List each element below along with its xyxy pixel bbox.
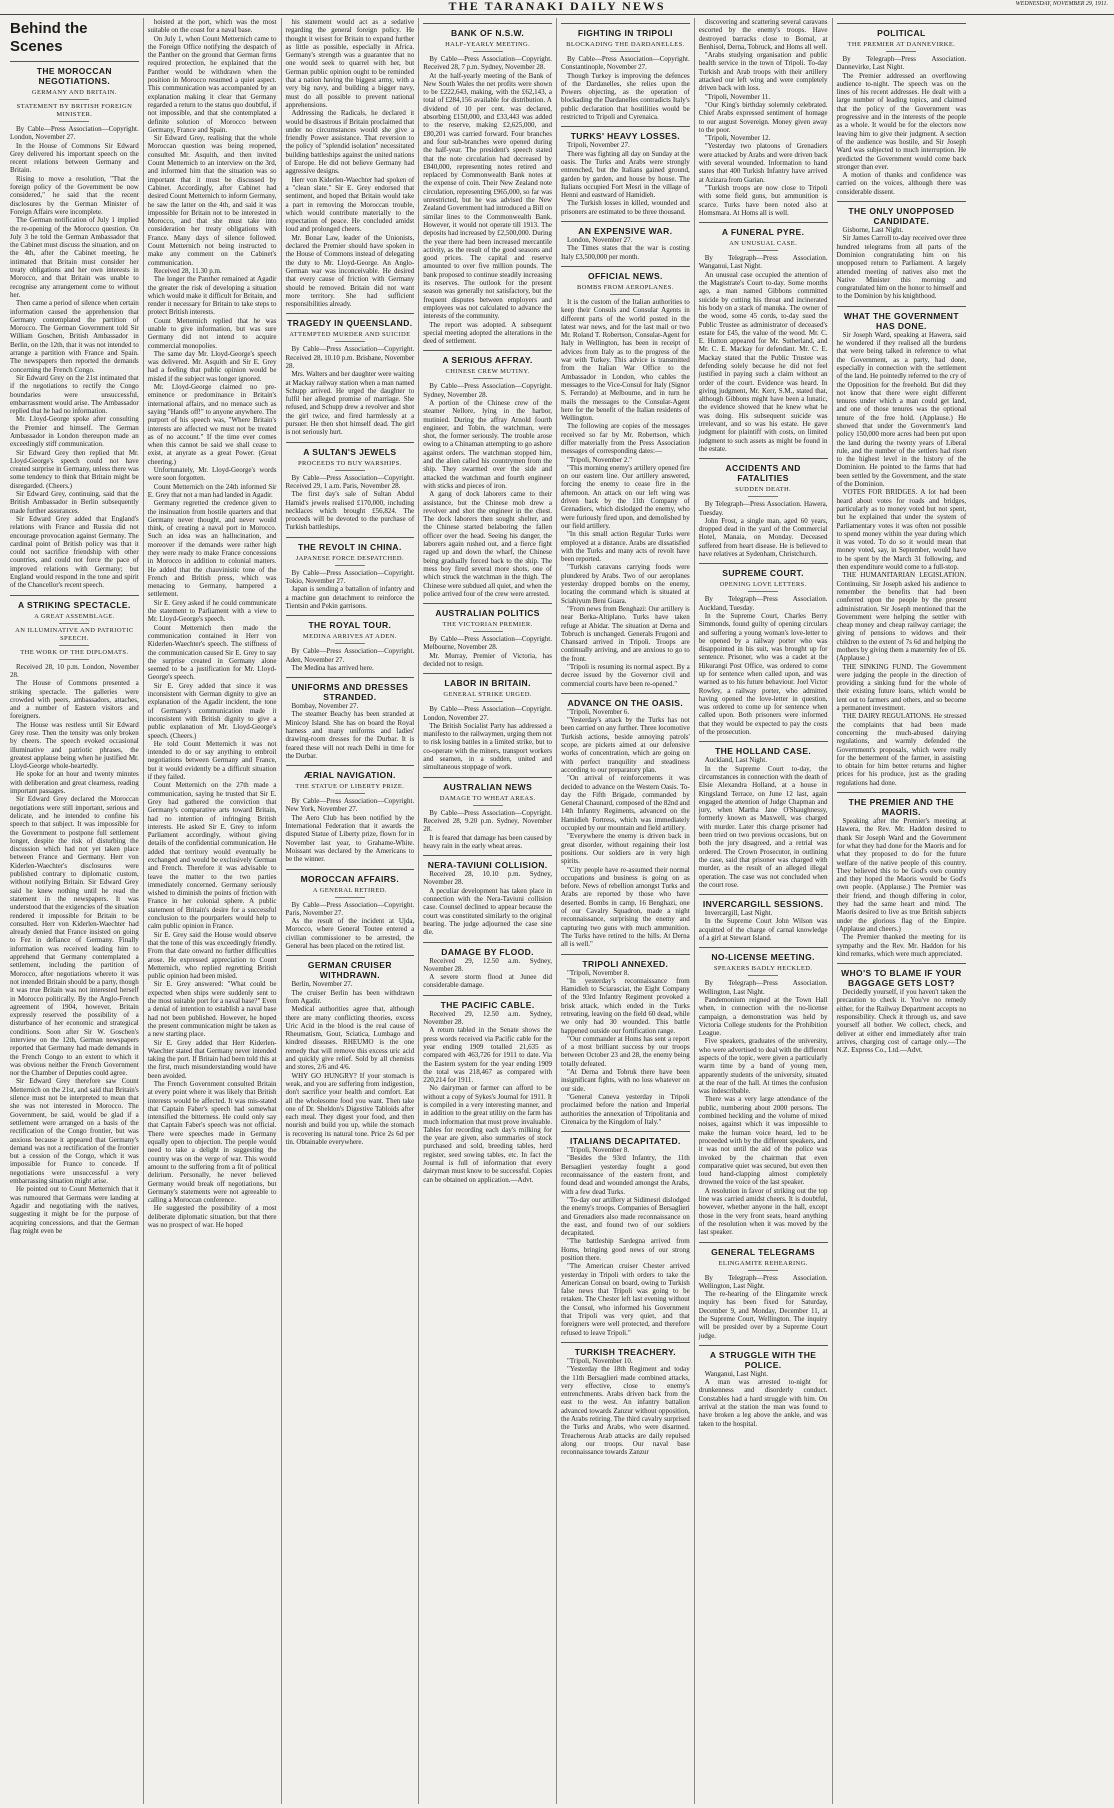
story-paragraph: "In yesterday's reconnaissance from Hamidieh to Sciarasciat, the Eight Company of the 93rd Infantry Regiment provoked a brisk attack, which ended in the Turks retreating, leaving on the field 60 dead, while we only had 30 wounded. This battle happened outside our fortification range.	[561, 976, 690, 1035]
news-story	[561, 221, 690, 261]
story-paragraph: By Telegraph—Press Association. Auckland, Tuesday.	[698, 595, 828, 612]
issue-date: WEDNESDAY, NOVEMBER 29, 1911.	[1015, 1, 1108, 7]
story-headline: NO-LICENSE MEETING.	[699, 947, 828, 962]
story-paragraph: WHY GO HUNGRY? If your stomach is weak, and you are suffering from indigestion, don't sacrifice your health and comfort. Eat all the wholesome food you want. Then take one of Dr. Sheldon's Digestive Tabloids after each meal. They digest your food, and then nourish and build you up, while the stomach is recovering its natural tone. Price 2s 6d per tin. Obtainable everywhere.	[285, 1071, 415, 1146]
story-paragraph: Addressing the Radicals, he declared it would be disastrous if Britain proclaimed that under no circumstances would she give a friendly Power assistance. That reversion to the policy of "splendid isolation" necessitated building battleships against the united nations of Europe. He did not believe Germany had aggressive designs.	[285, 109, 415, 176]
story-paragraph: his statement would act as a sedative regarding the general foreign policy. He thought it wisest for Britain to expand further as little as possible, especially in Africa. Germany's strength was a guarantee that no one would seek to quarrel with her, but German public opinion ought to be reminded that a nation having the biggest army, with a very big navy, and building a bigger navy, must do all possible to prevent national apprehensions.	[285, 18, 415, 109]
story-paragraph: Rising to move a resolution, "That the foreign policy of the Government be now considered," he said that the recent disclosures by the German Minister of Foreign Affairs were incomplete.	[10, 174, 139, 216]
story-paragraph: As the result of the incident at Ujda, Morocco, where General Toutee entered a civilian commissioner to be arrested, the General has been placed on the retired list.	[285, 917, 415, 951]
story-paragraph: "General Caneva yesterday in Tripoli proclaimed before the nation and Imperial authorities the annexation of Tripolitania and Cirenaica by the Kingdom of Italy."	[561, 1092, 690, 1126]
story-paragraph: By Cable—Press Association—Copyright. London, November 27.	[10, 125, 139, 142]
news-story	[286, 765, 415, 863]
story-headline: ÆRIAL NAVIGATION.	[286, 765, 415, 780]
story-paragraph: Five speakers, graduates of the university, who were advertised to deal with the different aspects of the topic, were given a particularly warm time by a band of young men, apparently students of the university, situated at the rear of the hall. At times the confusion was indescribable.	[698, 1037, 828, 1096]
story-paragraph: By Cable—Press Association—Copyright. Received 28, 7 p.m. Sydney, November 28.	[423, 55, 552, 72]
story-paragraph: hoisted at the port, which was the most suitable on the coast for a naval base.	[147, 18, 277, 35]
story-paragraph: "Tripoli, November 2."	[567, 455, 632, 464]
story-paragraph: The Aero Club has been notified by the International Federation that it awards the disputed Statue of Liberty prize, flown for in November last year, to Grahame-White. Moissant was declared by the Americans to be the winner.	[285, 813, 415, 864]
story-subheading: ATTEMPTED MURDER AND SUICIDE	[286, 331, 415, 342]
story-paragraph: "Tripoli, November 8.	[567, 968, 630, 977]
news-story	[10, 595, 139, 1235]
news-column	[557, 18, 695, 1804]
story-paragraph: By Telegraph—Press Association. Wanganui, Last Night.	[698, 254, 828, 271]
story-headline: ADVANCE ON THE OASIS.	[561, 693, 690, 708]
story-headline: AN EXPENSIVE WAR.	[561, 221, 690, 236]
story-subheading: THE STATUE OF LIBERTY PRIZE.	[286, 783, 415, 794]
story-headline: A SULTAN'S JEWELS	[286, 442, 415, 457]
story-paragraph: The Times states that the war is costing Italy £3,500,000 per month.	[561, 244, 690, 261]
story-paragraph: "The American cruiser Chester arrived yesterday in Tripoli with orders to take the American Consul on board, owing to Turkish false news that Tripoli was going to be retaken. The Chester left last evening without the Consul, who informed his Government that Tripoli was very quiet, and that foreigners were well protected, and therefore refused to leave Tripoli."	[561, 1262, 690, 1337]
story-paragraph: "This morning enemy's artillery opened fire on our eastern line. Our artillery answered, forcing the enemy to cease fire in the afternoon. An attack on our left wing was driven back by the 11th Company of Grenadiers, which dislodged the enemy, who were furiously fired upon, and demolished by our field artillery.	[561, 463, 690, 530]
story-subheading: THE VICTORIAN PREMIER.	[423, 621, 552, 632]
story-paragraph: Gisborne, Last Night.	[842, 226, 904, 235]
story-subheading: BOMBS FROM AEROPLANES.	[561, 284, 690, 295]
story-paragraph: Medical authorities agree that, although there are many conflicting theories, excess Uric Acid in the blood is the real cause of Rheumatism, Gout, Sciatica, Lumbago and kindred diseases. RHEUMO is the one remedy that will remove this excess uric acid and quickly give relief. Sold by all chemists and stores, 2/6 and 4/6.	[285, 1005, 415, 1072]
story-paragraph: The House of Commons presented a striking spectacle. The galleries were crowded with peers, ambassadors, attaches, and a number of Eastern visitors and foreigners.	[10, 679, 139, 721]
news-story	[10, 61, 139, 590]
news-story	[286, 18, 415, 308]
news-story	[699, 741, 828, 889]
news-story	[423, 777, 552, 850]
story-paragraph: The House was restless until Sir Edward Grey rose. Then the tensity was only broken by cheers. The speech evoked occasional illuminative and patriotic phrases, the greatest applause being when he justified Mr. Lloyd-George whole-heartedly.	[10, 720, 139, 771]
story-paragraph: By Telegraph—Press Association. Hawera, Tuesday.	[698, 500, 828, 517]
story-headline: MOROCCAN AFFAIRS.	[286, 869, 415, 884]
story-subheading: THE WORK OF THE DIPLOMATS.	[10, 649, 139, 660]
news-story	[423, 995, 552, 1184]
news-story	[423, 855, 552, 936]
story-headline: FIGHTING IN TRIPOLI	[561, 23, 690, 38]
story-headline: THE MOROCCAN NEGOTIATIONS.	[10, 61, 139, 86]
story-paragraph: It is the custom of the Italian authorities to keep their Consuls and Consular Agents in different parts of the world posted in the latest war news, and for the last mail or two Mr. Roland T. Robertson, Consular-Agent for Italy in Wellington, has been in receipt of advices from Italy as to the progress of the war with Turkey. This advice is transmitted from the Italian War Office to the Ambassador in London, who cables the messages to the Vice-Consul for Italy (Signor S. Ferrando) at Melbourne, and in turn he mails the messages to the Consular-Agent here for the benefit of the Italian residents of Wellington.	[561, 297, 690, 423]
story-paragraph: "Tripoli is resuming its normal aspect. By a decree issued by the Governor civil and commercial courts have been re-opened."	[561, 663, 690, 688]
story-paragraph: By Telegraph—Press Association. Dannevirke, Last Night.	[836, 55, 967, 72]
story-paragraph: Decidedly yourself, if you haven't taken the precaution to check it. You've no remedy either, for the Railway Department accepts no responsibility. Check it through us, and save yourself all bother. We collect, check, and deliver at either end immediately after train arrives, charging cost of cartage only.—The N.Z. Express Co., Ltd.—Advt.	[836, 988, 967, 1055]
story-paragraph: There was a very large attendance of the public, numbering about 2000 persons. The combined heckling and the volume of mixed noises, against which it was impossible to make the human voice heard, led to be proceeded with by the different speakers, and it was not until the aid of the police was invoked by the chairman that even comparative quiet was secured, but even then loud hand-clapping almost completely drowned the voice of the last speaker.	[698, 1095, 828, 1187]
story-paragraph: Sir E. Grey added that Herr Kiderlen-Waechter stated that Germany never intended taking the port. If Britain had been told this at the first, much misunderstanding would have been avoided.	[147, 1038, 277, 1080]
story-paragraph: Received 29, 12.50 a.m. Sydney, November 28.	[423, 1009, 552, 1027]
story-paragraph: Sir Edward Grey declared the Moroccan negotiations were still important, serious and delicate, and he intended to confine his speech to that subject. It was impossible for the Government to postpone full settlement longer, despite the risk of disturbing the discussion which had not yet taken place between France and Germany. Herr von Kiderlen-Waechter's disclosures were published contrary to diplomatic custom, without notifying Britain. Sir Edward Grey said he knew nothing until he read the statement in the newspapers. It was understood that the exigencies of the situation rendered it impossible for Britain to be consulted. Herr von Kiderlen-Waechter had already denied that France insisted on going to Fez in defiance of Germany. Finally information was received leading him to apprehend that Germany contemplated a settlement, including the partition of Morocco, after negotiations whereto it was not intended Britain should be a party, though it was true Britain was not interested herself in Morocco politically. By the Anglo-French agreement of 1904, however, Britain expressly reserved the possibility of a disturbance of her economic and strategical conditions. Soon after Sir W. Goschen's interview on the 12th, German newspapers reported that Germany had made demands in the French Congo to an extent to which it was obvious neither the French Government nor the Chamber of Deputies could agree.	[10, 795, 139, 1078]
story-paragraph: Sir Edward Grey, realising that the whole Moroccan question was being reopened, consulted Mr. Asquith, and then invited Count Metternich to an interview on the 3rd, and informed him that the situation was so important that it must be discussed by Cabinet. Accordingly, after Cabinet had desired Count Metternich to inform Germany, he saw the latter on the 4th, and said it was impossible for Britain not to be interested in Morocco, and that she must take into consideration her treaty obligations with France. Many days of silence followed. Count Metternich not being instructed to make any comment on the Cabinet's communication.	[147, 134, 277, 267]
story-paragraph: On July 1, when Count Metternich came to the Foreign Office notifying the despatch of the Panther on the ground that German firms required protection, he explained that the Panther would be withdrawn when the position in Morocco resumed a quiet aspect. This communication was accompanied by an explanation making it clear that Germany regarded a return to the status quo doubtful, if not impossible, and that she contemplated a definite solution of Morocco between Germany, France and Spain.	[147, 34, 277, 134]
story-paragraph: "Yesterday the 18th Regiment and today the 11th Bersaglieri made combined attacks, very effective, close to enemy's entrenchments. Arabs driven back from the east to the west. An infantry battalion advanced towards Zanzur without opposition, the Arabs retiring. The third cavalry surprised the Turks and Arabs, who were disarmed. Treacherous Arab attacks are daily repulsed along our troops. Our naval base reconnaissance towards Zanzur	[561, 1365, 690, 1457]
story-paragraph: By Cable—Press Association—Copyright. Paris, November 27.	[285, 900, 415, 917]
story-paragraph: Sir Edward Grey added that England's relations with France and Russia did not encourage provocation against Germany. The cardinal point of British policy was that it could not sacrifice friendship with other countries, and could not force the pace of improved relations with Germany; but England would respond in the tone and spirit of the Chancellor's recent speech.	[10, 514, 139, 590]
news-story	[699, 1242, 828, 1340]
news-story	[286, 615, 415, 672]
story-paragraph: London, November 27.	[567, 236, 633, 245]
story-paragraph: There was fighting all day on Sunday at the oasis. The Turks and Arabs were strongly entrenched, but the Italians gained ground, garden by garden, and house by house. The Italians occupied Fort Mesri in the village of Henni and eastward of Hamidieh.	[561, 149, 690, 200]
story-paragraph: A resolution in favor of striking out the top line was carried amidst cheers. It is doubtful, however, whether anyone in the hall, except those in the very front seats, heard anything of the resolution when it was moved by the last speaker.	[698, 1186, 828, 1237]
story-headline: SUPREME COURT.	[699, 563, 828, 578]
news-story	[837, 201, 967, 301]
story-paragraph: The longer the Panther remained at Agadir the greater the risk of developing a situation which would make it difficult for Britain, and render it necessary for Britain to take steps to protect British interests.	[147, 275, 277, 317]
news-story	[837, 23, 967, 196]
story-paragraph: He spoke for an hour and twenty minutes with deliberation and great clearness, reading important passages.	[10, 770, 139, 796]
story-paragraph: By Cable—Press Association—Copyright. Melbourne, November 28.	[423, 635, 552, 652]
story-paragraph: By Telegraph—Press Association. Wellington, Last Night.	[698, 1273, 828, 1290]
story-paragraph: The same day Mr. Lloyd-George's speech was delivered. Mr. Asquith and Sir E. Grey had a feeling that public opinion would be misled if the subject was longer ignored.	[147, 349, 277, 383]
story-headline: THE REVOLT IN CHINA.	[286, 537, 415, 552]
story-paragraph: "In this small action Regular Turks were employed at a distance. Arabs are dissatisfied with the Turks and many acts of revolt have been reported.	[561, 530, 690, 564]
story-subheading: ELINGAMITE REHEARING.	[699, 1260, 828, 1271]
story-paragraph: THE DAIRY REGULATIONS. He stressed the complaints that had been made concerning the much-abused dairying regulations, and warmly defended the Government's proposals, which were really for the betterment of the farmer, in assisting to obtain for him better returns and higher prices for his produce, just as the grading regulations had done.	[836, 712, 967, 787]
story-subheading: GERMANY AND BRITAIN.	[10, 89, 139, 100]
story-paragraph: Sir Edward Grey, continuing, said that the British Ambassador in Berlin subsequently made further assurances.	[10, 490, 139, 515]
news-column	[833, 18, 971, 1804]
story-paragraph: The British Socialist Party has addressed a manifesto to the railwaymen, urging them not to risk losing battles in a limited strike, but to co-operate with the miners, transport workers and seamen, in a sudden, united and simultaneous stoppage of work.	[423, 721, 552, 772]
story-paragraph: By Cable—Press Association—Copyright. Aden, November 27.	[285, 647, 415, 664]
story-paragraph: "Turkish troops are now close to Tripoli with some field guns, but ammunition is scarce. Turks have been noted also at Homsmara. At Homs all is well.	[698, 183, 828, 217]
story-paragraph: A severe storm flood at Junee did considerable damage.	[423, 973, 552, 990]
story-paragraph: Speaking after the Premier's meeting at Hawera, the Rev. Mr. Haddon desired to thank Sir Joseph Ward and the Government for what they had done for the Maoris and for what they proposed to do for the future welfare of the native people of this country. They believed this to be God's own country and they hoped the Maoris would be God's own people. (Applause.) The Premier was their friend, and though differing in color, they had the same heart and mind. The Maoris desired to live as true British subjects under the glorious flag of the Empire. (Applause and cheers.)	[836, 817, 967, 933]
story-paragraph: Germany regretted the credence given to the insinuation from hostile quarters and that Germany never thought, and never would think, of creating a naval port in Morocco. Such an idea was an hallucination, and moreover if the demands were rather high they were ready to make France concessions in Morocco in addition to colonial matters. He added that the chauvinistic tone of the French and British press, which was menacing to Germany, hampered a settlement.	[147, 499, 277, 599]
news-story	[286, 869, 415, 951]
story-paragraph: Received 28, 10.10 p.m. Sydney, November 28.	[423, 870, 552, 887]
story-headline: WHO'S TO BLAME IF YOUR BAGGAGE GETS LOST?	[837, 963, 967, 988]
news-story	[561, 126, 690, 216]
story-paragraph: "To-day our artillery at Sidimesri dislodged the enemy's troops. Companies of Bersaglieri and Grenadiers also made reconnaissance on the east, and found two of our soldiers decapitated.	[561, 1195, 690, 1238]
news-story	[699, 563, 828, 736]
news-story	[837, 963, 967, 1054]
story-subheading: THE PREMIER AT DANNEVIRKE.	[837, 41, 967, 52]
story-paragraph: THE SINKING FUND. The Government were judging the people in the direction of providing a sinking fund for the whole of their existing future loans, which would be lent out to farmers and others, and so become a permanent investment.	[836, 662, 967, 713]
news-story	[699, 947, 828, 1236]
story-paragraph: Mr. Murray, Premier of Victoria, has decided not to resign.	[423, 651, 552, 668]
story-paragraph: Pandemonium reigned at the Town Hall when, in connection with the no-license campaign, a demonstration was held by Victoria College students for the Prohibition League.	[698, 995, 828, 1038]
story-paragraph: The following are copies of the messages received so far by Mr. Robertson, which differ materially from the Press Association messages of corresponding dates:—	[561, 422, 690, 456]
story-paragraph: "Besides the 93rd Infantry, the 11th Bersaglieri yesterday fought a good reconnaissance of the eastern front, and found dead and wounded amongst the Arabs, with a few dead Turks.	[561, 1154, 690, 1196]
story-headline: TURKISH TREACHERY.	[561, 1342, 690, 1357]
story-paragraph: By Cable—Press Association—Copyright. Received 29, 1 a.m. Paris, November 28.	[285, 473, 415, 490]
news-story	[837, 306, 967, 787]
story-paragraph: A gang of dock laborers came to their assistance, but the Chinese mob drew a revolver and shot the engineer in the chest. The dock laborers then sought shelter, and the Chinese started belaboring the fallen officer over the head. Seeing his danger, the laborers again rushed out, and a fierce fight raged up and down the wharf, the Chinese being gradually forced back to the ship. The mess boy fired several more shots, one of which struck the watchman in the thigh. The Chinese were subdued all quiet, and when the police arrived four of the crew were arrested.	[423, 490, 552, 598]
story-paragraph: Though Turkey is improving the defences of the Dardanelles, she relies upon the Powers objecting, as the operation of blockading the Dardanelles contradicts Italy's public declaration that hostilities would be restricted to Tripoli and Cyrenaica.	[561, 71, 690, 122]
story-paragraph: Received 29, 12.50 a.m. Sydney, November 28.	[423, 956, 552, 973]
story-paragraph: Unfortunately, Mr. Lloyd-George's words were soon forgotten.	[147, 466, 277, 483]
story-subheading: BLOCKADING THE DARDANELLES.	[561, 41, 690, 52]
story-headline: A STRUGGLE WITH THE POLICE.	[699, 1345, 828, 1370]
story-paragraph: A return tabled in the Senate shows the press words received via Pacific cable for the year ending 1909 totalled 21,635 as compared with 463,726 for 1911 to date. Via the Eastern system for the year ending 1909 the total was 218,467 as compared with 220,214 for 1911.	[423, 1026, 552, 1085]
story-headline: A SERIOUS AFFRAY.	[423, 350, 552, 365]
story-paragraph: Bombay, November 27.	[291, 702, 359, 711]
story-paragraph: It is feared that damage has been caused by heavy rain in the early wheat areas.	[423, 833, 552, 850]
story-headline: AUSTRALIAN POLITICS	[423, 603, 552, 618]
news-story	[699, 894, 828, 942]
newspaper-columns	[6, 18, 1108, 1804]
story-headline: AUSTRALIAN NEWS	[423, 777, 552, 792]
news-story	[699, 18, 828, 217]
story-headline: BANK OF N.S.W.	[423, 23, 552, 38]
story-paragraph: "At Derna and Tobruk there have been insignificant fights, with no loss whatever on our side.	[561, 1068, 690, 1093]
story-paragraph: The German notification of July 1 implied the re-opening of the Morocco question. On July 3 he told the German Ambassador that the Cabinet must discuss the situation, and on the 4th, after the Cabinet meeting, he intimated that Britain must consider her treaty obligations and her own interests in Morocco, and that Britain was unable to recognise any arrangement come to without her.	[10, 216, 139, 299]
story-paragraph: Count Metternich on the 24th informed Sir E. Grey that not a man had landed in Agadir.	[147, 482, 277, 499]
story-headline: THE HOLLAND CASE.	[699, 741, 828, 756]
story-paragraph: "City people have re-assumed their normal occupations and business is going on as before. News of rebellion amongst Turks and Arabs are reported by those who have deserted. Bombs in camp, 16 Benghazi, one of our Cavalry Squadron, made a night reconnaissance, surprising the enemy and capturing two guns with much ammunition. The Turks have retired to the hills. At Derna all is well."	[561, 865, 690, 949]
story-paragraph: No dairyman or farmer can afford to be without a copy of Sykes's Journal for 1911. It is compiled in a very interesting manner, and in addition to the great utility on the farm has much information that must prove invaluable. Tables for recording each day's milking for the year are given, also summaries of stock purchased and sold, breeding tables, herd register, seed sowing tables, etc. In fact the Journal is full of information that every dairyman must know to be successful. Copies can be obtained on application.—Advt.	[423, 1084, 552, 1184]
story-headline: GERMAN CRUISER WITHDRAWN.	[286, 955, 415, 980]
story-subheading: GENERAL STRIKE URGED.	[423, 691, 552, 702]
story-paragraph: Sir James Carroll to-day received over three hundred telegrams from all parts of the Dominion congratulating him on his unopposed return to Parliament. A largely attended meeting of natives also met the Native Minister this morning and congratulated him on the honor to himself and to the Dominion by his knighthood.	[836, 234, 967, 301]
story-paragraph: Count Metternich replied that he was unable to give information, but was sure Germany did not intend to acquire commercial monopolies.	[147, 316, 277, 350]
story-paragraph: Mrs. Walters and her daughter were waiting at Mackay railway station when a man named Schupp arrived. He urged the daughter to fulfil her alleged promise of marriage. She refused, and Schupp drew a revolver and shot the girl twice, and fired harmlessly at a pursuer. He then shot himself dead. The girl is not seriously hurt.	[285, 370, 415, 437]
news-story	[286, 677, 415, 760]
story-headline: THE PACIFIC CABLE.	[423, 995, 552, 1010]
news-story	[561, 1342, 690, 1457]
news-story	[699, 458, 828, 558]
story-paragraph: In the Supreme Court John Wilson was acquitted of the charge of carnal knowledge of a girl at Stewart Island.	[698, 917, 828, 943]
story-paragraph: Japan is sending a battalion of infantry and a machine gun detachment to reinforce the Tientsin and Pekin garrisons.	[285, 585, 415, 610]
story-paragraph: The French Government consulted Britain at every point where it was likely that British interests would be affected. It was mis-stated that Captain Faber's speech had somewhat intensified the bitterness. He could only say that Captain Faber's speech was not official. There were speeches made in Germany equally open to objection. The people would need to take a delight in suggesting the country was on the verge of war. This would amount to the suffering from a fit of political delirium. Personally, he never believed Germany would break off negotiations, but Germany's statements were not agreeable to calling a Moroccan conference.	[147, 1080, 277, 1205]
story-paragraph: "Our commander at Homs has sent a report of a most brilliant success by our troops between October 23 and 28, the enemy being totally defeated.	[561, 1034, 690, 1068]
news-story	[423, 673, 552, 771]
news-story	[837, 792, 967, 958]
story-subheading: DAMAGE TO WHEAT AREAS.	[423, 795, 552, 806]
story-headline: LABOR IN BRITAIN.	[423, 673, 552, 688]
news-story	[423, 603, 552, 668]
story-paragraph: Received 28, 10 p.m. London, November 28.	[10, 662, 139, 679]
story-paragraph: John Frost, a single man, aged 60 years, dropped dead in the yard of the Commercial Hotel, Manaia, on Monday. Deceased suffered from heart disease. He is believed to have relatives at Sydenham, Christchurch.	[698, 516, 828, 559]
story-paragraph: Sir Edward Grey therefore saw Count Metternich on the 21st, and said that Britain's silence must not be interpreted to mean that she was not interested in Morocco. The Government, he said, would be glad if a settlement were arranged on a basis of the rectification of the Congo frontier, but was anxious because it appeared that Germany's demand was not a rectification of the frontier but a cession of the Congo, which it was impossible for France to concede. If negotiations were unsuccessful a very embarrassing situation might arise.	[10, 1077, 139, 1186]
masthead	[0, 0, 1114, 15]
story-paragraph: By Cable—Press Association—Copyright. New York, November 27.	[285, 797, 415, 814]
story-paragraph: By Telegraph—Press Association. Wellington, Last Night.	[698, 979, 828, 996]
story-paragraph: By Cable—Press Association—Copyright. Received 28, 10.10 p.m. Brisbane, November 28.	[285, 345, 415, 370]
news-story	[286, 442, 415, 532]
story-subheading: HALF-YEARLY MEETING.	[423, 41, 552, 52]
news-column	[144, 18, 282, 1804]
story-paragraph: He told Count Metternich it was not intended to do or say anything to embroil negotiations between Germany and France, but it would evidently be a difficult situation if they failed.	[147, 739, 277, 782]
story-paragraph: In the House of Commons Sir Edward Grey delivered his important speech on the recent relations between Germany and Britain.	[10, 141, 139, 175]
news-story	[561, 693, 690, 949]
story-paragraph: The Premier addressed an overflowing audience to-night. The speech was on the lines of his recent addresses. He dealt with a large number of leading topics, and claimed that the policy of the Government was progressive and in the interests of the people as a whole. It would be for the electors now leaving him to give their judgment. A section of the audience was hostile, and Sir Joseph Ward was subjected to much interruption. He predicted the Government would come back stronger than ever.	[836, 71, 967, 171]
story-headline: ITALIANS DECAPITATED.	[561, 1131, 690, 1146]
story-paragraph: Count Metternich on the 27th made a communication, saying he trusted that Sir E. Grey had gathered the conviction that Germany's comparative arts toward Britain, had no intention of infringing British interests. He asked Sir E. Grey to inform Parliament accordingly, without giving details of the confidential communication. He added that territory would eventually be exchanged and would be exclusively German and French. Therefore it was advisable to leave the matter to the two parties immediately concerned. Germany seriously wished to diminish the points of friction with France in her colonial sphere. A public statement of Britain's desire for a successful conclusion to the pourparlers would help to calm public opinion in France.	[147, 781, 277, 931]
story-paragraph: "Tripoli, November 11.	[704, 92, 771, 101]
news-column	[282, 18, 420, 1804]
story-paragraph: Auckland, Last Night.	[704, 756, 767, 765]
story-headline: GENERAL TELEGRAMS	[699, 1242, 828, 1257]
story-subheading: SPEAKERS BADLY HECKLED.	[699, 965, 828, 976]
news-story	[561, 23, 690, 121]
news-column	[695, 18, 833, 1804]
story-paragraph: "The battleship Sardegna arrived from Homs, bringing good news of our strong position there.	[561, 1237, 690, 1262]
story-paragraph: "Turkish caravans carrying foods were plundered by Arabs. Two of our aeroplanes yesterday dropped bombs on the enemy, locating the command which is situated at Sciahiyum Beni Guara.	[561, 563, 690, 605]
story-paragraph: "Tripoli, November 8.	[567, 1146, 630, 1155]
story-subheading: SUDDEN DEATH.	[699, 486, 828, 497]
story-paragraph: The re-hearing of the Elingamite wreck inquiry has been fixed for Saturday, December 9, and Monday, December 11, at the Supreme Court, Wellington. The inquiry will be presided over by a Supreme Court judge.	[698, 1290, 828, 1340]
story-headline: A FUNERAL PYRE.	[699, 222, 828, 237]
story-paragraph: Sir Edward Grey then replied that Mr. Lloyd-George's speech could not have created surprise in Germany, unless there was some tendency to think that Britain might be disregarded. (Cheers.)	[10, 448, 139, 490]
story-paragraph: The report was adopted. A subsequent special meeting adopted the alterations in the deed of settlement.	[423, 320, 552, 346]
story-paragraph: "On arrival of reinforcements it was decided to advance on the Western Oasis. To-day the Fifth Brigade, commanded by General Chaunard, composed of the 82nd and 14th Infantry Regiments, advanced on the Hamidieh Fortress, which was immediately occupied by our mountain and field artillery.	[561, 774, 690, 833]
story-paragraph: An unusual case occupied the attention of the Magistrate's Court to-day. Some months ago, a man named Gibbons committed suicide by cutting his throat and incinerated his body on a stack of manuka. The owner of the wood, some 45 cords, to-day sued the Public Trustee as administrator of deceased's estate for £45, the value of the wood. Mr. C. E. Hutton appeared for Mr. Sutherland, and Mr. C. E. Mackay for defendant. Mr. C. E. Mackay stated that the Public Trustee was defending solely because he did not feel justified in paying such a claim without an order of the court. Evidence was heard. In giving judgment, Mr. Kerr, S.M., stated that, although Gibbons might have been a lunatic, the evidence showed that he knew what he was doing. His subsequent suicide was irrelevant, and so was his estate. He gave judgment for plaintiff with costs, on limited judgment to such assets as might be found in the estate.	[698, 270, 828, 453]
story-paragraph: Sir E. Grey added that since it was inconsistent with German dignity to give an explanation of the Agadir incident, the tone of Germany's communication made it inconsistent with British dignity to give a public explanation of Mr. Lloyd-George's speech. (Cheers.)	[147, 681, 277, 740]
news-story	[561, 266, 690, 688]
story-subheading: OPENING LOVE LETTERS.	[699, 581, 828, 592]
news-story	[561, 954, 690, 1127]
story-paragraph: By Cable—Press Association—Copyright. Received 28, 9.20 p.m. Sydney, November 28.	[423, 808, 552, 834]
news-column	[419, 18, 557, 1804]
story-paragraph: Sir Edward Grey on the 21st intimated that if the negotiations to rectify the Congo boundaries were unsuccessful, embarrassment would arise. The Ambassador replied that he had no information.	[10, 373, 139, 416]
story-paragraph: Tripoli, November 27.	[567, 141, 630, 150]
story-paragraph: The steamer Beachy has been stranded at Minicoy Island. She has on board the Royal harness and many uniforms and ladies' drawing-room dresses for the Durbar. It is feared these will not reach Delhi in time for the Durbar.	[285, 710, 415, 760]
story-paragraph: A peculiar development has taken place in connection with the Nera-Taviuni collision case. Counsel declined to appear because the court was constituted similarly to the original hearing. The judge adjourned the case sine die.	[423, 886, 552, 937]
story-paragraph: VOTES FOR BRIDGES. A lot had been heard about votes for roads and bridges, particularly as to money voted but not spent, but he explained that under the system of Parliamentary votes it was often not possible to spend money within the year during which it was voted. To do so it would mean that money voted, say, in September, would have to be spent by the March 31 following, and then expenditure would come to a full-stop.	[836, 488, 967, 572]
story-paragraph: "Tripoli, November 10.	[567, 1356, 633, 1365]
story-paragraph: The first day's sale of Sultan Abdul Hamid's jewels realised £170,000, including necklaces which brought £56,824. The proceeds will be devoted to the purchase of Turkish battleships.	[285, 490, 415, 532]
story-paragraph: By Cable—Press Association—Copyright. Tokio, November 27.	[285, 568, 415, 586]
story-paragraph: The Medina has arrived here.	[291, 663, 374, 672]
news-story	[423, 350, 552, 598]
story-paragraph: Sir E. Grey answered: "What could be expected when ships were suddenly sent to the most suitable port for a naval base?" Even a denial of intention to establish a naval base had not been published. However, he hoped the present communication might be taken as a new starting place.	[147, 980, 277, 1039]
story-paragraph: discovering and scattering several caravans escorted by the enemy's troops. Have destroyed barracks close to Bomal, at Benhisol, Derna, Tobruck, and Homs all well.	[698, 18, 828, 51]
story-paragraph: By Cable—Press Association—Copyright. Sydney, November 28.	[423, 382, 552, 399]
story-headline: WHAT THE GOVERNMENT HAS DONE.	[837, 306, 967, 331]
story-subheading: JAPANESE FORCE DESPATCHED.	[286, 555, 415, 566]
story-subheading: A GENERAL RETIRED.	[286, 887, 415, 898]
story-paragraph: "From news from Benghazi: Our artillery is near Berka-Altiplano. Turks have taken refuge at Abidar. The situation at Derna and Tobruch is unchanged. Generals Frugoni and Chansard arrived in Tripoli. Troops are continually arriving, and are anxious to go to the front.	[561, 604, 690, 663]
story-paragraph: He suggested the possibility of a most deliberate diplomatic situation, but that there was no prospect of war. He hoped	[147, 1204, 277, 1230]
feature-headline: Behind the Scenes	[10, 20, 88, 55]
story-paragraph: A man was arrested to-night for drunkenness and disorderly conduct. Constables had a hard struggle with him. On arrival at the station the man was found to have broken a leg above the ankle, and was taken to the hospital.	[698, 1378, 828, 1428]
story-headline: UNIFORMS AND DRESSES STRANDED.	[286, 677, 415, 702]
story-paragraph: "Yesterday two platoons of Grenadiers were attacked by Arabs and were driven back with several wounded. Information to hand states that 400 Turkish Infantry have arrived at Azizara from Garian.	[698, 142, 828, 184]
news-story	[699, 1345, 828, 1428]
story-paragraph: Herr von Kiderlen-Waechter had spoken of a "clean slate." Sir E. Grey endorsed that sentiment, and hoped that Britain would take a part in removing the Moroccan trouble, which would contribute materially to the expectation of peace. He concluded amidst loud and prolonged cheers.	[285, 175, 415, 234]
story-paragraph: Berlin, November 27.	[291, 980, 353, 989]
story-paragraph: Sir E. Grey asked if he could communicate the statement to Parliament with a view to Mr. Lloyd-George's speech.	[147, 598, 277, 624]
news-column	[6, 18, 144, 1804]
story-paragraph: Mr. Lloyd-George claimed no pre-eminence or predominance in Britain's international affairs, and no menace such as saying "Hands off!" to anyone anywhere. The purport of his speech was, "Where Britain's interests are affected we must not be treated as of no account." If the time ever comes when this cannot be said we shall cease to exist, at anyrate as a great Power. (Great cheering.)	[147, 383, 277, 466]
story-subheading: A GREAT ASSEMBLAGE.	[10, 613, 139, 624]
story-paragraph: Sir E. Grey said the House would observe that the tone of this was exceedingly friendly. From that date onward no further difficulties arose. He expressed appreciation to Count Metternich, who replied regretting British public opinion had been misled.	[147, 930, 277, 981]
story-headline: POLITICAL	[837, 23, 967, 38]
news-story	[423, 23, 552, 345]
story-subheading: PROCEEDS TO BUY WARSHIPS.	[286, 460, 415, 471]
story-paragraph: Count Metternich then made the communication contained in Herr von Kiderlen-Waechter's speech. The stiffness of the communication caused Sir E. Grey to say the surprise created in Germany alone seemed to be a justification for Mr. Lloyd-George's speech.	[147, 623, 277, 682]
story-headline: THE ROYAL TOUR.	[286, 615, 415, 630]
story-headline: TRAGEDY IN QUEENSLAND.	[286, 313, 415, 328]
story-headline: NERA-TAVIUNI COLLISION.	[423, 855, 552, 870]
story-paragraph: "Our King's birthday solemnly celebrated. Chief Arabs expressed sentiment of homage to our august Sovereign. Money given away to the poor.	[698, 100, 828, 134]
story-headline: TURKS' HEAVY LOSSES.	[561, 126, 690, 141]
story-paragraph: "Yesterday's attack by the Turks has not been carried on any further. Three locomotive Turkish actions, beside annoying patrols' scope, are pickets aimed at our defensive works of concentration, which are going on with perfect tranquility and steadiness according to our preparatory plan.	[561, 716, 690, 774]
news-story	[561, 1131, 690, 1337]
story-paragraph: By Cable—Press Association—Copyright. London, November 27.	[423, 705, 552, 722]
story-paragraph: A motion of thanks and confidence was carried on the voices, although there was considerable dissent.	[836, 171, 967, 196]
story-headline: THE PREMIER AND THE MAORIS.	[837, 792, 967, 817]
story-paragraph: In the Supreme Court to-day, the circumstances in connection with the death of Elsie Alexandra Holland, at a house in Kingsland Terrace, on June 12 last, again engaged the attention of Judge Chapman and jury, when Martha Jane O'Shaughnessy, formerly known as Maxwell, was charged with murder. Later this charge prisoner had been tried on two previous occasions, but on both the jury disagreed, and a retrial was ordered. The Crown Prosecutor, in outlining the case, said that prisoner was charged with murder, as the result of an alleged illegal operation. The case was not concluded when the court rose.	[698, 764, 828, 889]
story-paragraph: Invercargill, Last Night.	[704, 909, 773, 918]
story-subheading: STATEMENT BY BRITISH FOREIGN MINISTER.	[10, 103, 139, 122]
story-paragraph: Then came a period of silence when certain information caused the apprehension that Germany contemplated the partition of Morocco. The German Government told Sir William Goschen, British Ambassador in Berlin, on the 12th, that it was not intended to arrange a partition with France and Spain. The newspapers then reported the demands concerning the French Congo.	[10, 299, 139, 374]
story-paragraph: "Everywhere the enemy is driven back in great disorder, without regaining their lost positions. Our soldiers are in very high spirits.	[561, 832, 690, 866]
story-paragraph: Sir Joseph Ward, speaking at Hawera, said he wondered if they realised all the burdens that were being talked in reference to what the Government, as a party, had done, especially in connection with the settlement of the land. He pointedly referred to the cry of the Opposition for the freehold. But did they not know that there were eight different tenures under which a man could get land, and one of those tenures was the optional tenure of the free hold. (Applause.) He showed that under the Government's land policy 150,000 more acres had been put upon the land during the twenty years of Liberal rule, and the number of the settlers had risen to the highest level in the history of the Dominion. He pointed to the farms that had been settled by the Government, and the state of the Dominion.	[836, 330, 967, 489]
news-story	[699, 222, 828, 453]
story-subheading: MEDINA ARRIVES AT ADEN.	[286, 633, 415, 644]
story-headline: DAMAGE BY FLOOD.	[423, 942, 552, 957]
story-paragraph: "Tripoli, November 6.	[567, 707, 630, 716]
story-paragraph: "Arabs studying organisation and public health service in the town of Tripoli. To-day Turkish and Arab troops with their artillery attacked our left wing and were completely driven back with loss.	[698, 51, 828, 93]
news-story	[423, 942, 552, 990]
story-headline: A STRIKING SPECTACLE.	[10, 595, 139, 610]
story-paragraph: At the half-yearly meeting of the Bank of New South Wales the net profits were shown to be £222,643, making, with the £62,143, a total of £284,156 available for distribution. A dividend of 10 per cent. was declared, absorbing £150,000, and £33,443 was added to the reserve, making £2,625,000, and £80,201 was carried forward. Four branches and four sub-branches were opened during the half-year. The president's speech stated that the note circulation had decreased by £840,000, representing notes retired and replaced by Commonwealth Bank notes at the expense of coin. Their New Zealand note circulation, representing £965,000, so far was unrestricted, but he was advised the New Zealand Government had introduced a Bill on similar lines to the Commonwealth Bank. However, it would not operate till 1913. The deposits had increased by £2,500,000. During the year there had been increased mercantile activity, as the result of the good seasons and good prices. The capital and reserve amounted to over five million pounds. The bank proposed to continue steadily increasing its reserves. The outlook for the present season was generally not satisfactory, but the frequent disputes between employers and employees was not calculated to advance the interests of the community.	[423, 71, 552, 321]
story-paragraph: The cruiser Berlin has been withdrawn from Agadir.	[285, 988, 415, 1005]
news-story	[148, 18, 277, 1229]
story-subheading: AN ILLUMINATIVE AND PATRIOTIC SPEECH.	[10, 627, 139, 646]
story-subheading: AN UNUSUAL CASE.	[699, 240, 828, 251]
story-paragraph: In the Supreme Court, Charles Berry Simmonds, found guilty of opening circulars and suffering a young woman's love-letter to be opened by a railway porter who was disappointed in his suit, was brought up for sentence. Prisoner, who was a cadet at the Hikurangi Post Office, was ordered to come up for sentence when called upon, and was warned as to his future behaviour. Joel Victor Rowley, a railway porter, who admitted having opened the love-letter in question, was ordered to come up for sentence when called upon. Both prisoners were informed that they would be expected to pay the costs of the prosecution.	[698, 611, 828, 737]
story-paragraph: Mr. Lloyd-George spoke after consulting the Premier and himself. The German Ambassador in London thereupon made an exceedingly stiff communication.	[10, 415, 139, 449]
story-paragraph: "Tripoli, November 12.	[704, 134, 771, 143]
news-story	[286, 313, 415, 436]
story-headline: TRIPOLI ANNEXED.	[561, 954, 690, 969]
story-headline: ACCIDENTS AND FATALITIES	[699, 458, 828, 483]
story-paragraph: By Cable—Press Association—Copyright. Constantinople, November 27.	[561, 55, 690, 72]
story-paragraph: A portion of the Chinese crew of the steamer Nellore, lying in the harbor, mutinied. During the affray Arnold fourth engineer, and Tobin, the watchman, were shot, the former seriously. The trouble arose owing to a Chinaman attempting to go ashore against orders. The watchman stopped him, and the alien called his countrymen from the ship. They swarmed over the side and attacked the watchman and fourth engineer with sticks and pieces of iron.	[423, 398, 552, 490]
story-paragraph: Mr. Bonar Law, leader of the Unionists, declared the Premier should have spoken in the House of Commons instead of delegating the duty to Mr. Lloyd-George. An Anglo-German war was inconceivable. He desired that every cause of friction with Germany should be removed. Britain did not want more territory. She had sufficient responsibilities already.	[285, 233, 415, 309]
news-story	[286, 537, 415, 610]
story-paragraph: The Premier thanked the meeting for its sympathy and the Rev. Mr. Haddon for his kind remarks, which were much appreciated.	[836, 933, 967, 958]
story-headline: THE ONLY UNOPPOSED CANDIDATE.	[837, 201, 967, 226]
newspaper-title: THE TARANAKI DAILY NEWS	[448, 0, 666, 13]
story-paragraph: He pointed out to Count Metternich that it was rumoured that Germans were landing at Agadir and negotiating with the natives, suggesting it might be for the purpose of acquiring concessions, and that the German flag might even be	[10, 1185, 139, 1235]
news-story	[286, 955, 415, 1146]
story-headline: INVERCARGILL SESSIONS.	[699, 894, 828, 909]
story-paragraph: Received 28, 11.30 p.m.	[153, 266, 222, 275]
story-headline: OFFICIAL NEWS.	[561, 266, 690, 281]
story-paragraph: THE HUMANITARIAN LEGISLATION. Continuing, Sir Joseph asked his audience to remember the benefits that had been conferred upon the people by the present administration. Sir Joseph mentioned that the Government were helping the settler with cheap money and cheap railway carriage; the giving of pensions to widows and their children to the extent of 7s 6d and helping the mothers by giving them a maternity fee of £6. (Applause.)	[836, 571, 967, 663]
story-paragraph: The Turkish losses in killed, wounded and prisoners are estimated to be three thousand.	[561, 199, 690, 216]
story-paragraph: Wanganui, Last Night.	[704, 1369, 768, 1378]
story-subheading: CHINESE CREW MUTINY.	[423, 368, 552, 379]
